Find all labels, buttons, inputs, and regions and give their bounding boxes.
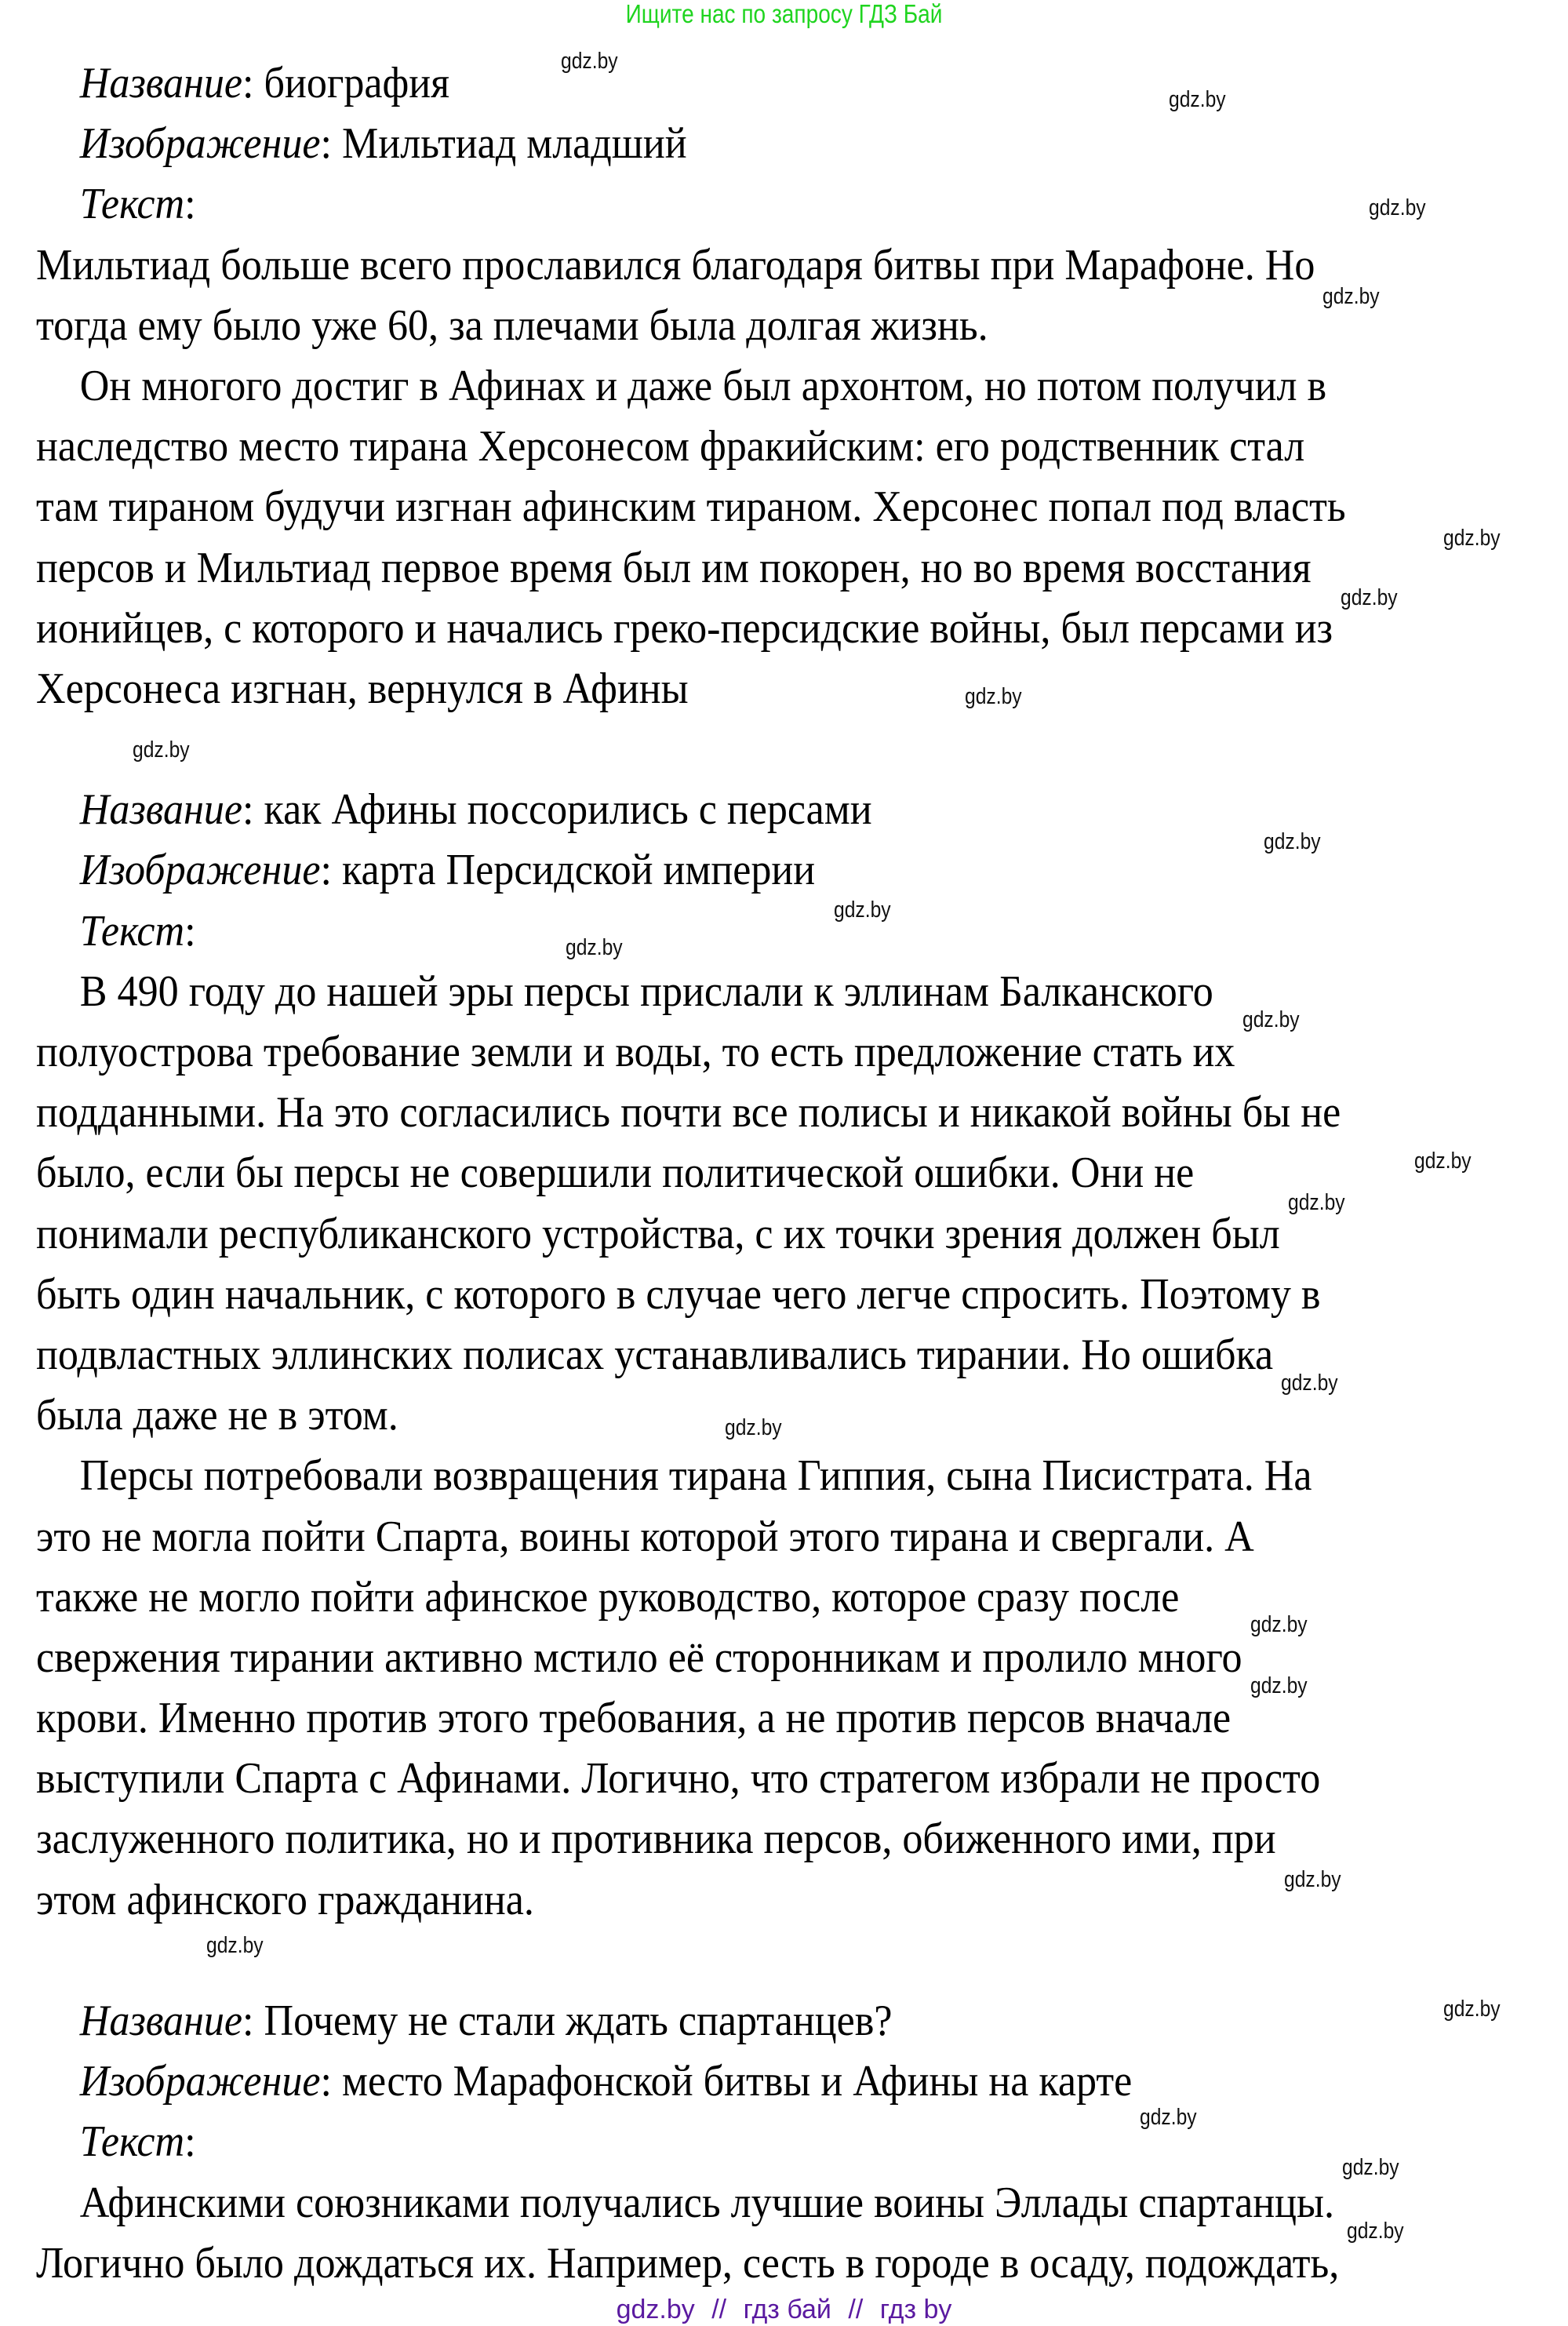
watermark-gdz-by: gdz.by [1283, 1867, 1341, 1892]
paragraph-line: ионийцев, с которого и начались греко-персидские войны, был персами из [36, 603, 1333, 653]
paragraph-line: этом афинского гражданина. [36, 1875, 534, 1924]
footer-link-gdz[interactable]: gdz.by [616, 2295, 695, 2324]
paragraph-line: быть один начальник, с которого в случае чего легче спросить. Поэтому в [36, 1269, 1321, 1319]
paragraph-line: понимали республиканского устройства, с их точки зрения должен был [36, 1209, 1280, 1258]
watermark-gdz-by: gdz.by [1443, 1997, 1501, 2022]
name-value: как Афины поссорились с персами [264, 785, 872, 835]
colon: : [242, 1997, 254, 2045]
watermark-gdz-by: gdz.by [561, 49, 618, 74]
space [254, 59, 264, 107]
paragraph-line: выступили Спарта с Афинами. Логично, что стратегом избрали не просто [36, 1754, 1321, 1804]
watermark-gdz-by: gdz.by [834, 897, 891, 923]
paragraph-line: подвластных эллинских полисах устанавливались тирании. Но ошибка [36, 1330, 1274, 1379]
space [332, 2057, 342, 2106]
colon: : [320, 119, 333, 169]
name-value: биография [264, 59, 450, 107]
watermark-gdz-by: gdz.by [1342, 2155, 1399, 2180]
watermark-gdz-by: gdz.by [725, 1415, 782, 1440]
image-value: карта Персидской империи [342, 846, 816, 895]
watermark-gdz-by: gdz.by [133, 737, 190, 763]
paragraph-line: Персы потребовали возвращения тирана Гиппия, сына Писистрата. На [79, 1451, 1312, 1501]
watermark-gdz-by: gdz.by [206, 1933, 264, 1958]
paragraph-line: также не могло пойти афинское руководство, которое сразу после [36, 1572, 1180, 1622]
watermark-gdz-by: gdz.by [1414, 1148, 1472, 1174]
paragraph-line: Херсонеса изгнан, вернулся в Афины [36, 664, 689, 713]
image-value: Мильтиад младший [342, 119, 687, 169]
text-label-line [36, 901, 196, 962]
colon: : [242, 59, 254, 107]
watermark-gdz-by: gdz.by [566, 935, 623, 960]
paragraph-line: В 490 году до нашей эры персы прислали к эллинам Балканского [79, 966, 1213, 1016]
paragraph-line: тогда ему было уже 60, за плечами была долгая жизнь. [36, 300, 988, 350]
name-label: Название [79, 1997, 243, 2045]
paragraph-line: подданными. На это согласились почти все полисы и никакой войны бы не [36, 1088, 1341, 1138]
paragraph-line: было, если бы персы не совершили политической ошибки. Они не [36, 1148, 1195, 1198]
watermark-gdz-by: gdz.by [1322, 284, 1381, 309]
watermark-gdz-by: gdz.by [1250, 1612, 1308, 1637]
text-label-line [36, 174, 196, 235]
colon: : [242, 785, 254, 835]
text-label: Текст [79, 906, 185, 956]
paragraph-line: полуострова требование земли и воды, то есть предложение стать их [36, 1028, 1235, 1076]
space [254, 785, 264, 834]
paragraph-line: была даже не в этом. [36, 1391, 398, 1440]
paragraph-line: наследство место тирана Херсонесом фракийским: его родственник стал [36, 422, 1305, 471]
footer-separator: // [848, 2295, 864, 2324]
image-value: место Марафонской битвы и Афины на карте [342, 2057, 1133, 2106]
watermark-gdz-by: gdz.by [1341, 585, 1398, 610]
colon: : [184, 180, 196, 229]
watermark-gdz-by: gdz.by [1250, 1673, 1308, 1698]
paragraph-line: крови. Именно против этого требования, а не против персов вначале [36, 1694, 1231, 1743]
text-label: Текст [79, 2117, 185, 2167]
name-line [36, 780, 872, 840]
watermark-gdz-by: gdz.by [1169, 87, 1226, 112]
footer-link-gdz-by[interactable]: гдз by [879, 2295, 952, 2324]
image-line [36, 840, 815, 901]
watermark-gdz-by: gdz.by [1281, 1370, 1338, 1396]
footer-link-gdz-bai[interactable]: гдз бай [743, 2295, 831, 2324]
space [332, 846, 342, 894]
name-label: Название [79, 785, 243, 835]
space [254, 1997, 264, 2045]
paragraph-line: Он многого достиг в Афинах и даже был архонтом, но потом получил в [79, 361, 1327, 410]
colon: : [320, 2057, 333, 2106]
watermark-gdz-by: gdz.by [1443, 526, 1501, 551]
paragraph-line: Логично было дождаться их. Например, сесть в городе в осаду, подождать, [36, 2238, 1340, 2288]
text-label-line [36, 2112, 196, 2172]
promo-header [0, 0, 1568, 28]
watermark-gdz-by: gdz.by [965, 684, 1022, 709]
image-label: Изображение [79, 846, 321, 895]
image-label: Изображение [79, 119, 321, 169]
watermark-gdz-by: gdz.by [1369, 195, 1426, 220]
watermark-gdz-by: gdz.by [1287, 1190, 1345, 1215]
footer-separator: // [711, 2295, 727, 2324]
colon: : [184, 2117, 196, 2167]
footer [0, 2294, 1568, 2325]
name-value: Почему не стали ждать спартанцев? [264, 1997, 893, 2045]
paragraph-line: персов и Мильтиад первое время был им покорен, но во время восстания [36, 543, 1312, 592]
paragraph-line: Афинскими союзниками получались лучшие воины Эллады спартанцы. [79, 2178, 1335, 2227]
colon: : [320, 846, 333, 895]
name-line [36, 1991, 892, 2051]
name-label: Название [79, 59, 243, 107]
watermark-gdz-by: gdz.by [1140, 2105, 1197, 2130]
paragraph-line: Мильтиад больше всего прославился благодаря битвы при Марафоне. Но [36, 240, 1315, 289]
image-line [36, 114, 687, 174]
image-line [36, 2051, 1132, 2112]
watermark-gdz-by: gdz.by [1347, 2219, 1404, 2244]
promo-header-text: Ищите нас по запросу ГДЗ Бай [625, 0, 943, 28]
name-line [36, 53, 449, 114]
paragraph-line: свержения тирании активно мстило её сторонникам и пролило много [36, 1633, 1242, 1682]
text-label: Текст [79, 180, 185, 229]
paragraph-line: там тираном будучи изгнан афинским тираном. Херсонес попал под власть [36, 482, 1346, 532]
paragraph-line: заслуженного политика, но и противника персов, обиженного ими, при [36, 1815, 1276, 1864]
image-label: Изображение [79, 2057, 321, 2106]
paragraph-line: это не могла пойти Спарта, воины которой этого тирана и свергали. А [36, 1512, 1254, 1561]
watermark-gdz-by: gdz.by [1242, 1007, 1301, 1032]
watermark-gdz-by: gdz.by [1264, 829, 1321, 854]
colon: : [184, 906, 196, 956]
space [332, 119, 342, 168]
